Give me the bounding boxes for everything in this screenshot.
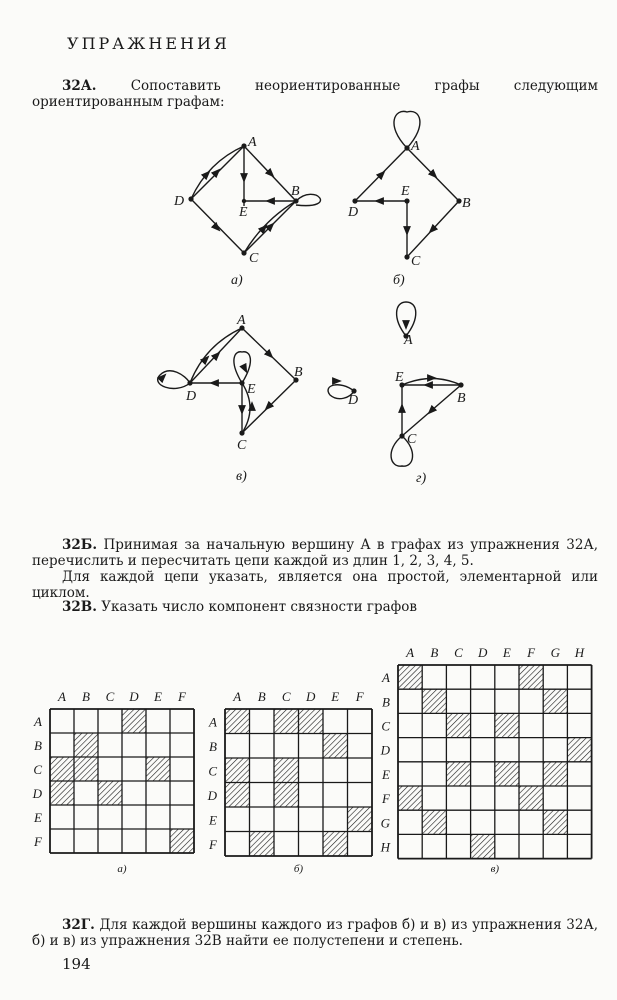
vertex-label: E <box>239 205 248 220</box>
hatched-cell <box>398 786 422 810</box>
vertex-label: C <box>249 251 259 266</box>
column-label: A <box>406 645 415 660</box>
column-label: E <box>502 645 511 660</box>
row-label: B <box>34 738 42 753</box>
matrix-v <box>380 645 592 875</box>
row-label: D <box>380 742 390 758</box>
hatched-cell <box>422 810 446 834</box>
matrices-figure <box>0 630 617 900</box>
exercise-32b1 <box>32 537 598 601</box>
vertex-label: E <box>401 184 410 199</box>
exercise-text-2: Для каждой цепи указать, является она простой, элементарной или циклом. <box>32 569 598 601</box>
exercise-32g <box>32 917 598 949</box>
row-label: D <box>207 787 217 803</box>
hatched-cell <box>519 665 543 689</box>
column-label: F <box>178 689 186 704</box>
exercise-text: Для каждой вершины каждого из графов б) и в) из упражнения 32А, б) и в) из упражнения 32В найти ее полустепени и степень. <box>32 917 598 949</box>
exercise-number: 32Г. <box>62 917 95 933</box>
hatched-cell <box>74 733 98 757</box>
row-label: A <box>382 670 390 686</box>
graph-caption: а) <box>231 273 243 288</box>
column-label: E <box>331 689 340 704</box>
vertex-label: B <box>457 391 466 406</box>
vertex-label: C <box>407 432 417 447</box>
row-label: G <box>380 815 390 831</box>
column-label: D <box>478 645 488 660</box>
row-label: F <box>209 836 217 852</box>
column-label: H <box>574 645 585 660</box>
hatched-cell <box>122 709 146 733</box>
column-label: E <box>154 689 162 704</box>
hatched-cell <box>543 762 567 786</box>
hatched-cell <box>274 709 299 734</box>
vertex-label: E <box>247 382 256 397</box>
vertex-label: D <box>174 194 185 209</box>
vertex-label: B <box>462 196 471 211</box>
exercise-number: 32Б. <box>62 537 98 553</box>
matrix-b <box>207 689 372 875</box>
row-label: B <box>382 694 390 710</box>
row-label: E <box>209 812 217 828</box>
hatched-cell <box>323 734 348 759</box>
matrix-caption: в) <box>490 863 500 875</box>
column-label: B <box>257 689 266 704</box>
row-label: E <box>382 766 390 782</box>
graph-caption: в) <box>236 469 247 484</box>
column-label: A <box>233 689 242 704</box>
hatched-cell <box>225 709 250 734</box>
vertex-label: A <box>404 333 413 348</box>
exercise-number: 32В. <box>62 599 97 615</box>
hatched-cell <box>274 758 299 783</box>
graphs-figure <box>0 100 617 500</box>
row-label: F <box>382 791 390 807</box>
vertex-label: B <box>291 184 300 199</box>
section-title: УПРАЖНЕНИЯ <box>67 34 230 53</box>
exercise-32v <box>32 599 598 615</box>
hatched-cell <box>250 832 275 857</box>
graph-a <box>191 146 320 253</box>
exercise-text: Принимая за начальную вершину A в графах из упражнения 32А, перечислить и пересчитать цепи каждой из длин 1, 2, 3, 4, 5. <box>32 537 598 569</box>
column-label: C <box>105 689 115 704</box>
hatched-cell <box>50 757 74 781</box>
vertex-label: D <box>348 393 359 408</box>
column-label: F <box>527 645 536 660</box>
hatched-cell <box>348 807 373 832</box>
hatched-cell <box>299 709 324 734</box>
vertex-label: D <box>348 205 359 220</box>
row-label: F <box>34 834 42 849</box>
column-label: B <box>82 689 90 704</box>
hatched-cell <box>495 762 519 786</box>
exercise-text: Сопоставить неориентированные графы следующим ориентированным графам: <box>32 78 598 110</box>
column-label: D <box>306 689 316 704</box>
column-label: C <box>454 645 463 660</box>
row-label: C <box>381 718 390 734</box>
vertex-label: E <box>395 370 404 385</box>
exercise-number: 32А. <box>62 78 97 94</box>
vertex-label: A <box>248 135 257 150</box>
hatched-cell <box>471 834 495 858</box>
page-number: 194 <box>62 955 91 973</box>
hatched-cell <box>50 781 74 805</box>
exercise-text: Указать число компонент связности графов <box>101 599 417 615</box>
vertex-label: A <box>237 313 246 328</box>
row-label: B <box>209 738 217 754</box>
column-label: C <box>281 689 291 704</box>
hatched-cell <box>519 786 543 810</box>
row-label: D <box>32 786 42 801</box>
hatched-cell <box>170 829 194 853</box>
hatched-cell <box>398 665 422 689</box>
row-label: A <box>34 714 42 729</box>
hatched-cell <box>446 713 470 737</box>
hatched-cell <box>225 758 250 783</box>
column-label: D <box>129 689 139 704</box>
row-label: C <box>33 762 42 777</box>
matrix-caption: б) <box>293 863 304 875</box>
column-label: F <box>355 689 364 704</box>
hatched-cell <box>146 757 170 781</box>
hatched-cell <box>543 810 567 834</box>
row-label: E <box>34 810 42 825</box>
vertex-label: D <box>186 389 197 404</box>
row-label: C <box>208 763 217 779</box>
vertex-label: B <box>294 365 303 380</box>
hatched-cell <box>567 738 591 762</box>
hatched-cell <box>98 781 122 805</box>
hatched-cell <box>323 832 348 857</box>
vertex-label: C <box>411 254 421 269</box>
row-label: H <box>380 839 390 855</box>
hatched-cell <box>422 689 446 713</box>
hatched-cell <box>446 762 470 786</box>
matrix-caption: а) <box>117 863 127 875</box>
hatched-cell <box>274 783 299 808</box>
graph-caption: г) <box>416 471 427 486</box>
graph-caption: б) <box>393 273 405 288</box>
column-label: A <box>58 689 66 704</box>
hatched-cell <box>74 757 98 781</box>
hatched-cell <box>543 689 567 713</box>
column-label: G <box>550 645 560 660</box>
matrix-a <box>32 689 194 875</box>
graph-v <box>158 328 296 433</box>
column-label: B <box>430 645 439 660</box>
hatched-cell <box>225 783 250 808</box>
vertex-label: A <box>411 139 420 154</box>
vertex-label: C <box>237 438 247 453</box>
hatched-cell <box>495 713 519 737</box>
row-label: A <box>209 714 217 730</box>
